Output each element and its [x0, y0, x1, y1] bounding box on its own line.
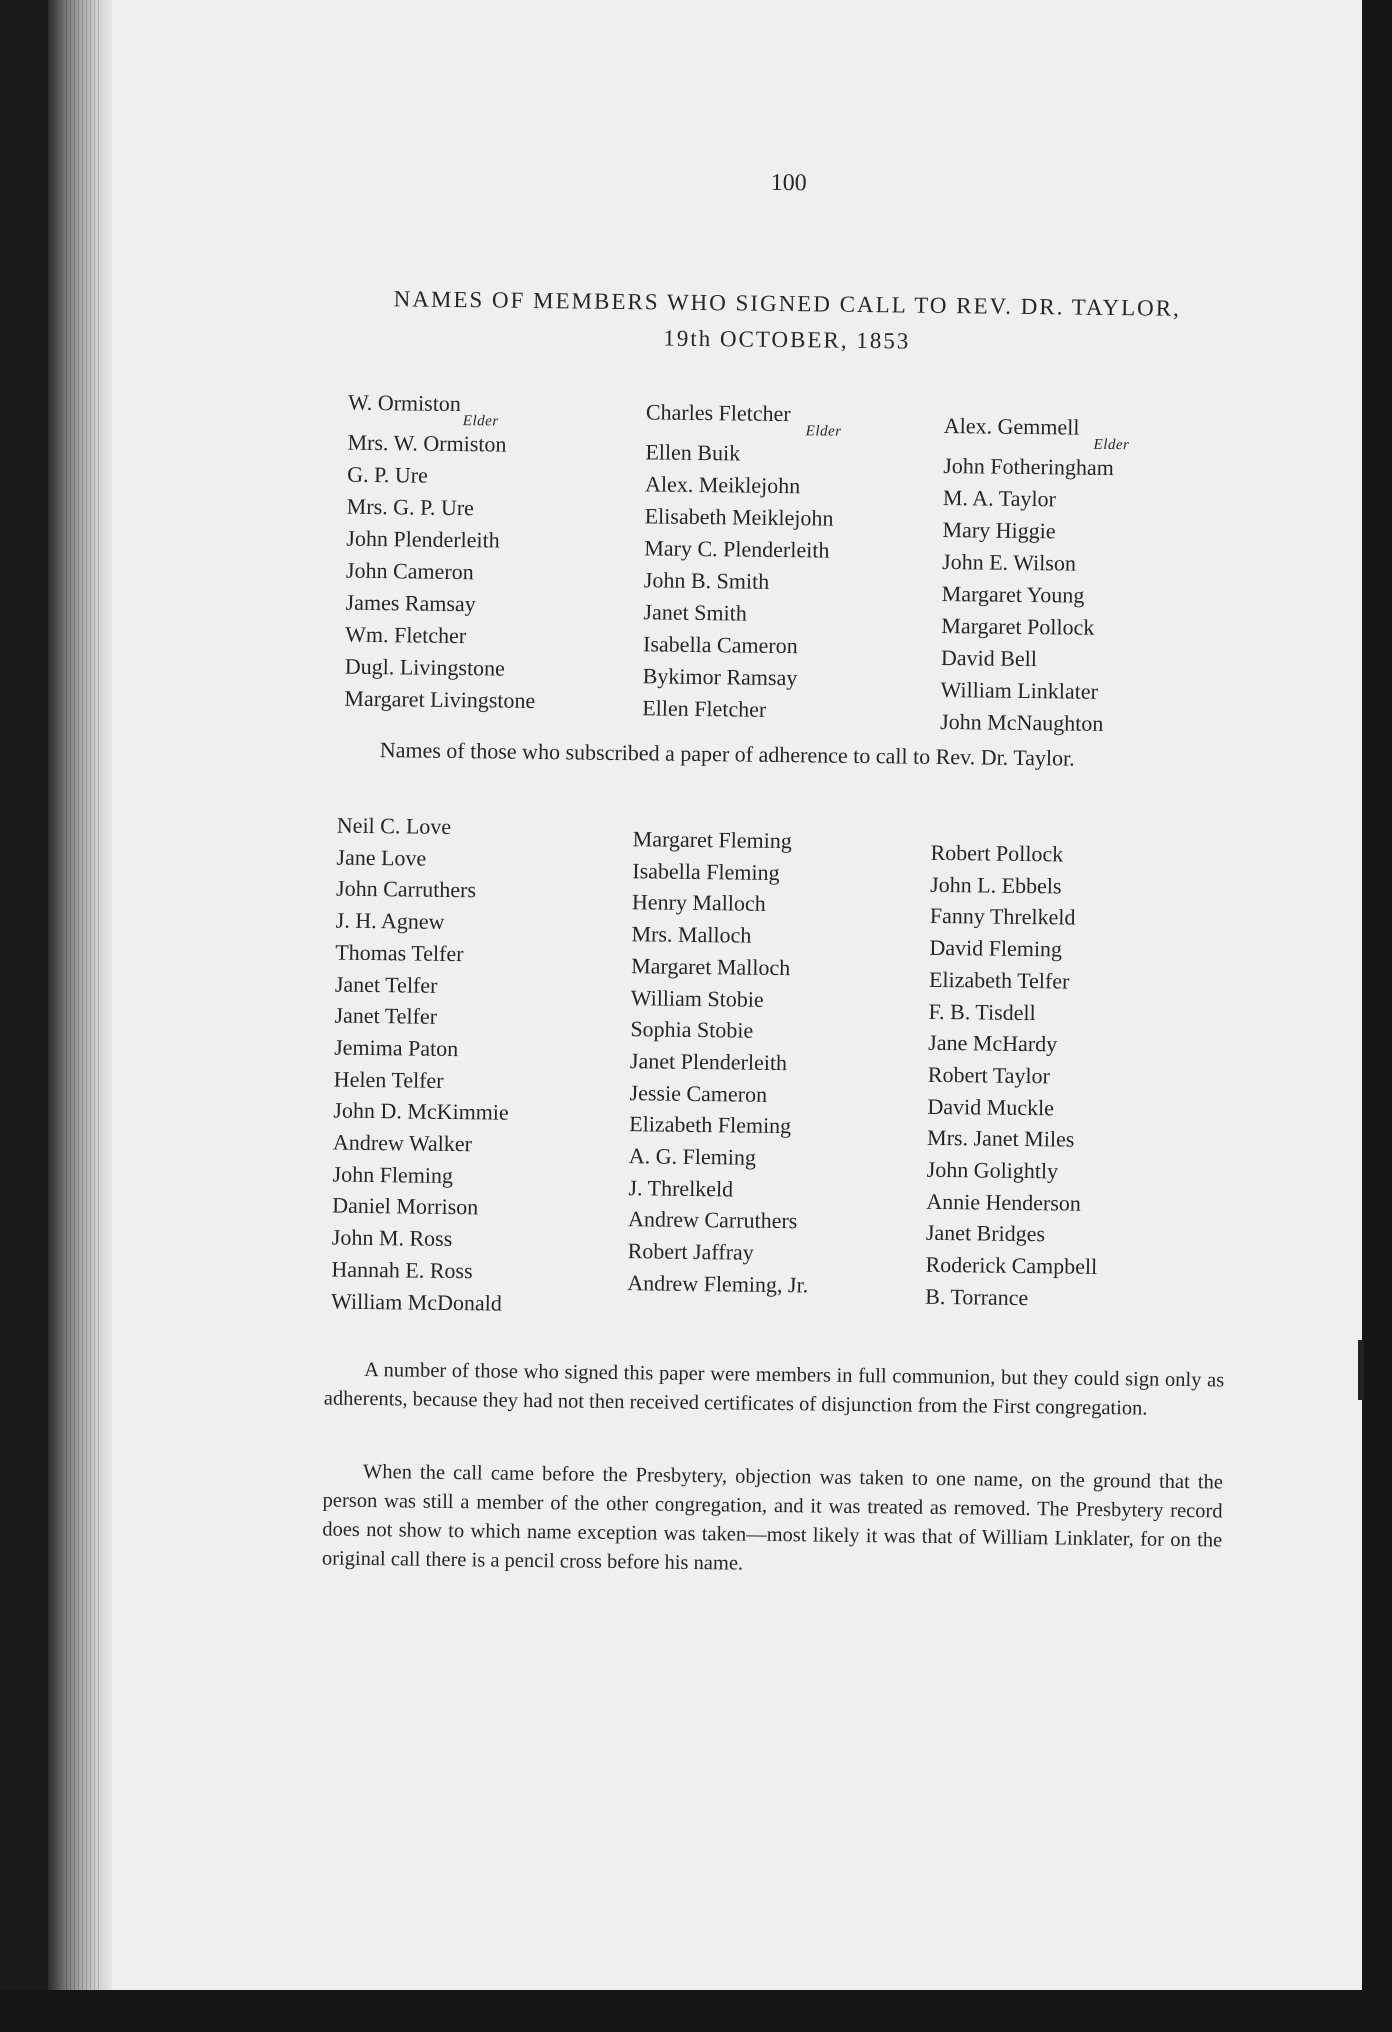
member-name: W. Ormiston: [347, 389, 462, 417]
member-name: John Plenderleith: [346, 525, 500, 553]
adherent-name: Daniel Morrison: [332, 1192, 479, 1220]
adherent-name: Jane McHardy: [928, 1030, 1058, 1057]
adherent-name: William Stobie: [630, 984, 764, 1012]
adherent-name: John Carruthers: [335, 875, 477, 903]
adherent-name: B. Torrance: [925, 1283, 1029, 1310]
adherents-column-1: [331, 810, 627, 1321]
member-name: Janet Smith: [643, 599, 747, 626]
adherent-name: Isabella Fleming: [632, 857, 780, 885]
member-name: Mary Higgie: [942, 516, 1056, 544]
title-line-2: 19th OCTOBER, 1853: [663, 325, 911, 354]
adherent-name: William McDonald: [330, 1288, 503, 1316]
members-column-1: [344, 387, 638, 719]
members-column-2: [642, 396, 936, 728]
adherent-name: Janet Telfer: [334, 971, 438, 998]
member-name: Ellen Buik: [645, 439, 741, 466]
adherents-list: [321, 809, 1241, 1316]
adherent-name: Janet Telfer: [334, 1002, 438, 1030]
member-name: John Fotheringham: [943, 452, 1114, 481]
adherent-name: Janet Plenderleith: [629, 1048, 788, 1076]
member-name: Mrs. G. P. Ure: [346, 493, 475, 521]
adherent-name: Henry Malloch: [631, 889, 766, 917]
adherent-name: Mrs. Malloch: [631, 921, 752, 948]
adherent-name: John Fleming: [332, 1161, 454, 1188]
member-name: John McNaughton: [940, 708, 1104, 736]
adherent-name: Fanny Threlkeld: [929, 903, 1076, 931]
adherent-name: Mrs. Janet Miles: [926, 1125, 1075, 1152]
member-name: Mary C. Plenderleith: [644, 535, 830, 563]
adherent-name: Robert Jaffray: [627, 1238, 754, 1265]
member-role: Elder: [805, 423, 842, 440]
adherent-name: John L. Ebbels: [930, 871, 1062, 899]
page-number: 100: [770, 169, 807, 197]
member-name: John E. Wilson: [941, 548, 1077, 576]
member-name: Wm. Fletcher: [345, 621, 467, 649]
adherent-name: Jemima Paton: [334, 1034, 459, 1062]
adherent-name: Annie Henderson: [926, 1188, 1082, 1216]
adherent-name: Helen Telfer: [333, 1066, 444, 1093]
adherent-name: Jane Love: [336, 844, 427, 871]
book-binding-gutter: [48, 0, 112, 1990]
adherent-name: John D. McKimmie: [333, 1097, 509, 1126]
page-title: [327, 280, 1248, 363]
member-role: Elder: [1093, 436, 1130, 454]
title-line-1: NAMES OF MEMBERS WHO SIGNED CALL TO REV. DR. TAYLOR,: [393, 286, 1181, 321]
member-name: William Linklater: [940, 676, 1099, 704]
adherent-name: Andrew Fleming, Jr.: [627, 1270, 809, 1298]
member-name: James Ramsay: [345, 589, 476, 617]
member-name: David Bell: [940, 644, 1038, 672]
adherent-name: Andrew Carruthers: [627, 1206, 798, 1234]
adherent-name: Robert Pollock: [930, 839, 1064, 867]
adherent-name: Elizabeth Telfer: [928, 966, 1070, 994]
adherent-name: Margaret Malloch: [631, 953, 791, 980]
adherent-name: A. G. Fleming: [628, 1143, 757, 1170]
page-bottom-edge: [0, 1990, 1392, 2032]
page-right-edge: [1362, 0, 1392, 2032]
members-list: [326, 386, 1246, 736]
member-role: Elder: [462, 413, 499, 430]
member-name: Margaret Young: [941, 580, 1085, 608]
page-sheet: [48, 0, 1370, 1990]
adherent-name: Jessie Cameron: [629, 1079, 768, 1107]
member-name: Margaret Livingstone: [344, 685, 536, 713]
member-name: Margaret Pollock: [941, 612, 1095, 640]
adherents-column-3: [925, 837, 1221, 1316]
adherent-name: Andrew Walker: [332, 1129, 473, 1157]
adherent-name: Sophia Stobie: [630, 1016, 754, 1043]
member-name: Alex. Gemmell: [943, 412, 1080, 440]
adherent-name: David Muckle: [927, 1093, 1055, 1120]
body-paragraph: When the call came before the Presbytery, objection was taken to one name, on the ground that the person was still a member of the other congregation, and it was treated as removed. The Presbytery record does not show to which name exception was taken—most likely it was that of William Linklater, for on the original call there is a pencil cross before his name.: [321, 1460, 1224, 1575]
adherent-name: David Fleming: [929, 934, 1063, 962]
adherent-name: Margaret Fleming: [632, 826, 792, 854]
adherent-name: Robert Taylor: [927, 1061, 1051, 1089]
adherent-name: John M. Ross: [331, 1224, 453, 1252]
member-name: Bykimor Ramsay: [642, 663, 798, 691]
page-content: [307, 0, 1251, 1996]
adherent-name: Thomas Telfer: [335, 939, 464, 966]
member-name: Mrs. W. Ormiston: [347, 429, 507, 457]
adherent-name: F. B. Tisdell: [928, 998, 1036, 1025]
adherent-name: Neil C. Love: [336, 812, 452, 839]
member-name: Dugl. Livingstone: [344, 653, 506, 681]
member-name: Charles Fletcher: [645, 399, 791, 427]
adherence-intro: Names of those who subscribed a paper of adherence to call to Rev. Dr. Taylor.: [379, 737, 1075, 771]
adherent-name: J. H. Agnew: [335, 907, 445, 935]
adherent-name: John Golightly: [926, 1156, 1059, 1184]
members-column-3: [940, 410, 1234, 742]
adherents-column-2: [627, 823, 923, 1302]
member-name: Ellen Fletcher: [642, 695, 767, 722]
adherent-name: Hannah E. Ross: [331, 1256, 473, 1284]
member-name: G. P. Ure: [347, 461, 428, 488]
member-name: Isabella Cameron: [642, 631, 798, 659]
member-name: Elisabeth Meiklejohn: [644, 503, 834, 531]
member-name: Alex. Meiklejohn: [644, 471, 801, 499]
body-paragraph: A number of those who signed this paper were members in full communion, but they could sign only as adherents, because they had not then received certificates of disjunction from the First congregation.: [323, 1358, 1225, 1420]
member-name: John Cameron: [345, 557, 474, 585]
adherent-name: J. Threlkeld: [628, 1174, 734, 1202]
member-name: John B. Smith: [643, 567, 770, 594]
adherent-name: Janet Bridges: [925, 1220, 1046, 1247]
member-name: M. A. Taylor: [942, 484, 1057, 512]
adherent-name: Roderick Campbell: [925, 1251, 1098, 1280]
adherent-name: Elizabeth Fleming: [629, 1111, 792, 1139]
